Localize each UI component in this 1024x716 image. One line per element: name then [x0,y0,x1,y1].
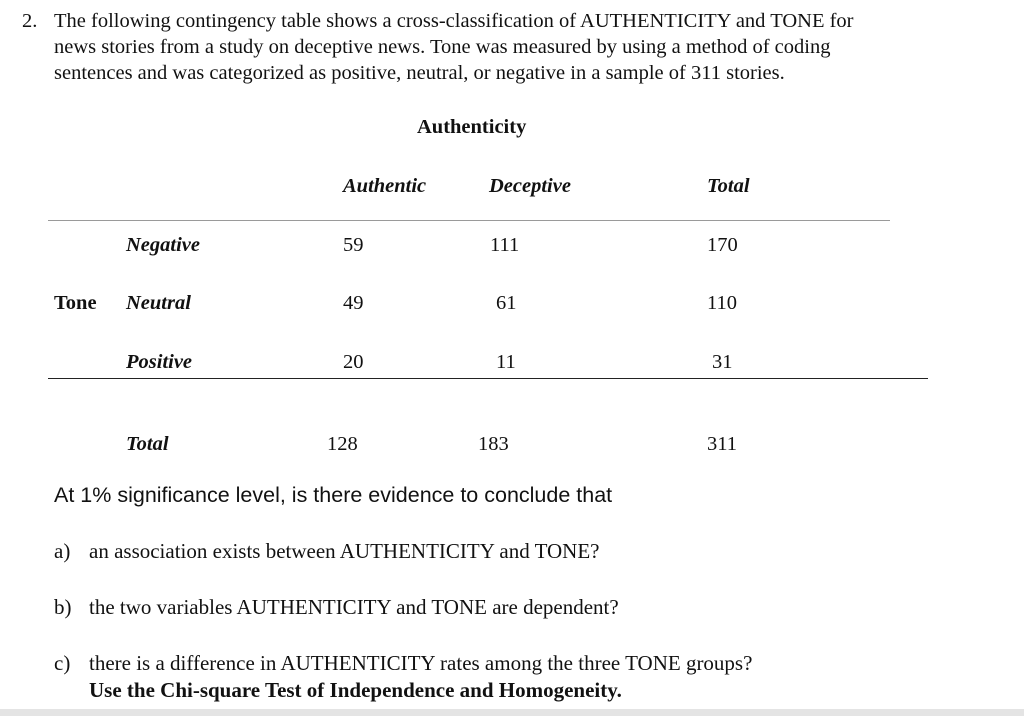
question-number: 2. [22,10,38,32]
option-b-text: the two variables AUTHENTICITY and TONE are dependent? [89,595,619,619]
cell-neutral-authentic: 49 [343,292,364,314]
row-label-positive: Positive [126,351,193,373]
row-label-neutral: Neutral [126,292,191,314]
cell-total-total: 311 [707,433,737,455]
column-header-deceptive: Deceptive [489,175,571,197]
question-line-3: sentences and was categorized as positive, neutral, or negative in a sample of 311 stories. [54,62,785,84]
row-label-total: Total [126,433,169,455]
option-c-letter: c) [54,651,71,675]
cell-positive-deceptive: 11 [496,351,516,373]
instruction-text: Use the Chi-square Test of Independence and Homogeneity. [89,678,622,702]
option-b-letter: b) [54,595,72,619]
option-a-letter: a) [54,539,71,563]
page-bottom-strip [0,709,1024,716]
question-line-2: news stories from a study on deceptive news. Tone was measured by using a method of coding [54,36,831,58]
cell-total-deceptive: 183 [478,433,509,455]
cell-positive-authentic: 20 [343,351,364,373]
column-header-authentic: Authentic [343,175,427,197]
option-c-text: there is a difference in AUTHENTICITY rates among the three TONE groups? [89,651,753,675]
cell-negative-deceptive: 111 [490,234,520,256]
group-header-authenticity: Authenticity [417,116,527,138]
table-top-rule [48,220,890,221]
cell-negative-authentic: 59 [343,234,364,256]
cell-total-authentic: 128 [327,433,358,455]
row-label-negative: Negative [126,234,200,256]
option-a-text: an association exists between AUTHENTICITY and TONE? [89,539,600,563]
cell-neutral-total: 110 [707,292,737,314]
cell-positive-total: 31 [712,351,733,373]
column-header-total: Total [707,175,750,197]
cell-neutral-deceptive: 61 [496,292,517,314]
question-line-1: The following contingency table shows a cross-classification of AUTHENTICITY and TONE for [54,10,854,32]
table-bottom-rule [48,378,928,379]
prompt-text: At 1% significance level, is there evidence to conclude that [54,483,613,507]
cell-negative-total: 170 [707,234,738,256]
row-group-label-tone: Tone [54,292,97,314]
